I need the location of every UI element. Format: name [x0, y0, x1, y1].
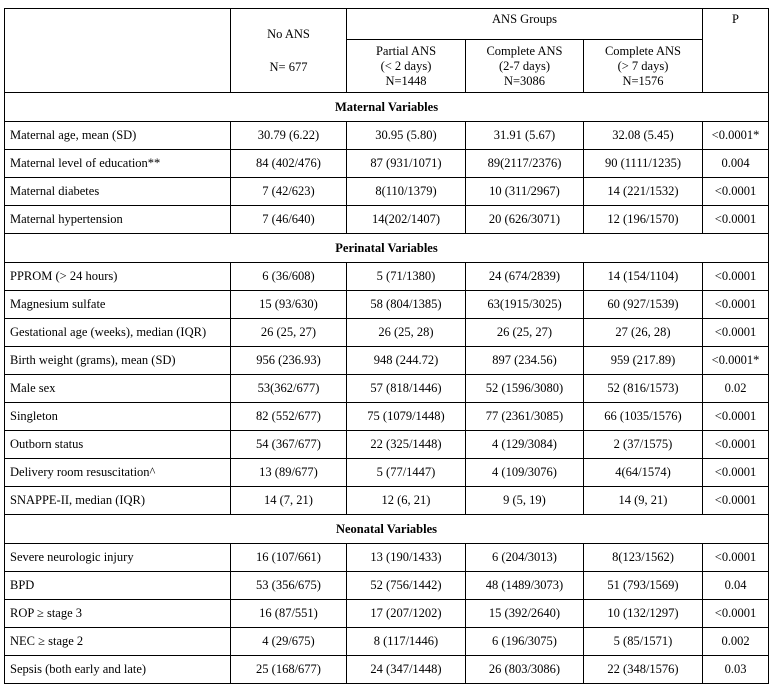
- row-label: Maternal age, mean (SD): [5, 122, 231, 150]
- value-cell: 5 (71/1380): [347, 263, 466, 291]
- value-cell: 66 (1035/1576): [584, 403, 703, 431]
- table-row: [5, 150, 769, 178]
- value-cell: 4 (129/3084): [466, 431, 584, 459]
- p-value-cell: <0.0001: [703, 319, 769, 347]
- table-row: [5, 291, 769, 319]
- table-row: [5, 628, 769, 656]
- p-value-cell: <0.0001: [703, 544, 769, 572]
- value-cell: 51 (793/1569): [584, 572, 703, 600]
- header-col-line2: (< 2 days): [380, 58, 432, 73]
- p-value-cell: <0.0001: [703, 291, 769, 319]
- table-row: [5, 487, 769, 515]
- row-label: Severe neurologic injury: [5, 544, 231, 572]
- value-cell: 14 (7, 21): [231, 487, 347, 515]
- value-cell: 82 (552/677): [231, 403, 347, 431]
- table-row: [5, 319, 769, 347]
- p-value-cell: 0.04: [703, 572, 769, 600]
- section-title: Perinatal Variables: [5, 234, 769, 263]
- value-cell: 959 (217.89): [584, 347, 703, 375]
- table-row: [5, 347, 769, 375]
- p-value-cell: <0.0001*: [703, 122, 769, 150]
- row-label: Birth weight (grams), mean (SD): [5, 347, 231, 375]
- value-cell: 87 (931/1071): [347, 150, 466, 178]
- data-table: [4, 8, 769, 684]
- value-cell: 956 (236.93): [231, 347, 347, 375]
- row-label: Delivery room resuscitation^: [5, 459, 231, 487]
- value-cell: 22 (348/1576): [584, 656, 703, 684]
- header-col-line1: Partial ANS: [375, 43, 437, 58]
- value-cell: 30.95 (5.80): [347, 122, 466, 150]
- p-value-cell: <0.0001: [703, 206, 769, 234]
- value-cell: 26 (25, 28): [347, 319, 466, 347]
- table-row: [5, 122, 769, 150]
- value-cell: 22 (325/1448): [347, 431, 466, 459]
- value-cell: 14 (154/1104): [584, 263, 703, 291]
- row-label: Maternal level of education**: [5, 150, 231, 178]
- value-cell: 6 (204/3013): [466, 544, 584, 572]
- section-header-row: [5, 234, 769, 263]
- value-cell: 8 (117/1446): [347, 628, 466, 656]
- table-row: [5, 263, 769, 291]
- header-empty-cell: [5, 9, 231, 93]
- value-cell: 6 (196/3075): [466, 628, 584, 656]
- value-cell: 17 (207/1202): [347, 600, 466, 628]
- header-no-ans: [231, 9, 347, 93]
- header-col-line3: N=1576: [622, 73, 664, 88]
- p-value-cell: <0.0001: [703, 178, 769, 206]
- header-ans-groups: ANS Groups: [347, 9, 703, 40]
- p-value-cell: <0.0001: [703, 487, 769, 515]
- header-partial-ans: [347, 40, 466, 93]
- value-cell: 2 (37/1575): [584, 431, 703, 459]
- value-cell: 4 (29/675): [231, 628, 347, 656]
- table-row: [5, 375, 769, 403]
- table-row: [5, 656, 769, 684]
- value-cell: 14 (221/1532): [584, 178, 703, 206]
- value-cell: 26 (803/3086): [466, 656, 584, 684]
- row-label: ROP ≥ stage 3: [5, 600, 231, 628]
- value-cell: 9 (5, 19): [466, 487, 584, 515]
- value-cell: 7 (42/623): [231, 178, 347, 206]
- header-col-line1: Complete ANS: [486, 43, 563, 58]
- value-cell: 26 (25, 27): [466, 319, 584, 347]
- header-col-line3: N=1448: [385, 73, 427, 88]
- header-no-ans-label: No ANS: [267, 26, 310, 41]
- row-label: PPROM (> 24 hours): [5, 263, 231, 291]
- row-label: SNAPPE-II, median (IQR): [5, 487, 231, 515]
- header-col-line2: (2-7 days): [498, 58, 551, 73]
- table-row: [5, 431, 769, 459]
- table-row: [5, 572, 769, 600]
- table-row: [5, 178, 769, 206]
- value-cell: 54 (367/677): [231, 431, 347, 459]
- header-complete-ans-gt7: [584, 40, 703, 93]
- row-label: Singleton: [5, 403, 231, 431]
- value-cell: 53 (356/675): [231, 572, 347, 600]
- section-title: Neonatal Variables: [5, 515, 769, 544]
- value-cell: 31.91 (5.67): [466, 122, 584, 150]
- table-row: [5, 403, 769, 431]
- value-cell: 63(1915/3025): [466, 291, 584, 319]
- header-p: P: [703, 9, 769, 93]
- value-cell: 13 (190/1433): [347, 544, 466, 572]
- header-no-ans-n: N= 677: [269, 59, 308, 74]
- value-cell: 4 (109/3076): [466, 459, 584, 487]
- value-cell: 15 (93/630): [231, 291, 347, 319]
- value-cell: 60 (927/1539): [584, 291, 703, 319]
- value-cell: 52 (1596/3080): [466, 375, 584, 403]
- value-cell: 48 (1489/3073): [466, 572, 584, 600]
- value-cell: 7 (46/640): [231, 206, 347, 234]
- table-row: [5, 206, 769, 234]
- row-label: BPD: [5, 572, 231, 600]
- value-cell: 90 (1111/1235): [584, 150, 703, 178]
- value-cell: 8(123/1562): [584, 544, 703, 572]
- value-cell: 84 (402/476): [231, 150, 347, 178]
- section-header-row: [5, 93, 769, 122]
- value-cell: 8(110/1379): [347, 178, 466, 206]
- value-cell: 4(64/1574): [584, 459, 703, 487]
- p-value-cell: <0.0001: [703, 459, 769, 487]
- p-value-cell: <0.0001*: [703, 347, 769, 375]
- value-cell: 27 (26, 28): [584, 319, 703, 347]
- value-cell: 24 (347/1448): [347, 656, 466, 684]
- value-cell: 897 (234.56): [466, 347, 584, 375]
- p-value-cell: 0.004: [703, 150, 769, 178]
- table-row: [5, 544, 769, 572]
- value-cell: 25 (168/677): [231, 656, 347, 684]
- row-label: Gestational age (weeks), median (IQR): [5, 319, 231, 347]
- value-cell: 12 (196/1570): [584, 206, 703, 234]
- value-cell: 30.79 (6.22): [231, 122, 347, 150]
- header-complete-ans-2-7: [466, 40, 584, 93]
- row-label: Outborn status: [5, 431, 231, 459]
- value-cell: 16 (87/551): [231, 600, 347, 628]
- table-row: [5, 459, 769, 487]
- section-header-row: [5, 515, 769, 544]
- value-cell: 5 (85/1571): [584, 628, 703, 656]
- p-value-cell: <0.0001: [703, 403, 769, 431]
- value-cell: 58 (804/1385): [347, 291, 466, 319]
- p-value-cell: 0.03: [703, 656, 769, 684]
- p-value-cell: <0.0001: [703, 263, 769, 291]
- value-cell: 24 (674/2839): [466, 263, 584, 291]
- p-value-cell: 0.02: [703, 375, 769, 403]
- value-cell: 52 (756/1442): [347, 572, 466, 600]
- value-cell: 20 (626/3071): [466, 206, 584, 234]
- value-cell: 32.08 (5.45): [584, 122, 703, 150]
- p-value-cell: <0.0001: [703, 600, 769, 628]
- header-col-line1: Complete ANS: [604, 43, 682, 58]
- value-cell: 5 (77/1447): [347, 459, 466, 487]
- row-label: Sepsis (both early and late): [5, 656, 231, 684]
- row-label: Maternal hypertension: [5, 206, 231, 234]
- p-value-cell: <0.0001: [703, 431, 769, 459]
- value-cell: 10 (311/2967): [466, 178, 584, 206]
- row-label: Male sex: [5, 375, 231, 403]
- row-label: Magnesium sulfate: [5, 291, 231, 319]
- value-cell: 14(202/1407): [347, 206, 466, 234]
- header-col-line3: N=3086: [503, 73, 546, 88]
- section-title: Maternal Variables: [5, 93, 769, 122]
- value-cell: 77 (2361/3085): [466, 403, 584, 431]
- row-label: NEC ≥ stage 2: [5, 628, 231, 656]
- value-cell: 16 (107/661): [231, 544, 347, 572]
- value-cell: 89(2117/2376): [466, 150, 584, 178]
- value-cell: 12 (6, 21): [347, 487, 466, 515]
- value-cell: 6 (36/608): [231, 263, 347, 291]
- table-row: [5, 600, 769, 628]
- value-cell: 15 (392/2640): [466, 600, 584, 628]
- value-cell: 10 (132/1297): [584, 600, 703, 628]
- value-cell: 948 (244.72): [347, 347, 466, 375]
- header-col-line2: (> 7 days): [617, 58, 669, 73]
- value-cell: 57 (818/1446): [347, 375, 466, 403]
- value-cell: 52 (816/1573): [584, 375, 703, 403]
- value-cell: 14 (9, 21): [584, 487, 703, 515]
- value-cell: 53(362/677): [231, 375, 347, 403]
- value-cell: 75 (1079/1448): [347, 403, 466, 431]
- row-label: Maternal diabetes: [5, 178, 231, 206]
- p-value-cell: 0.002: [703, 628, 769, 656]
- value-cell: 26 (25, 27): [231, 319, 347, 347]
- value-cell: 13 (89/677): [231, 459, 347, 487]
